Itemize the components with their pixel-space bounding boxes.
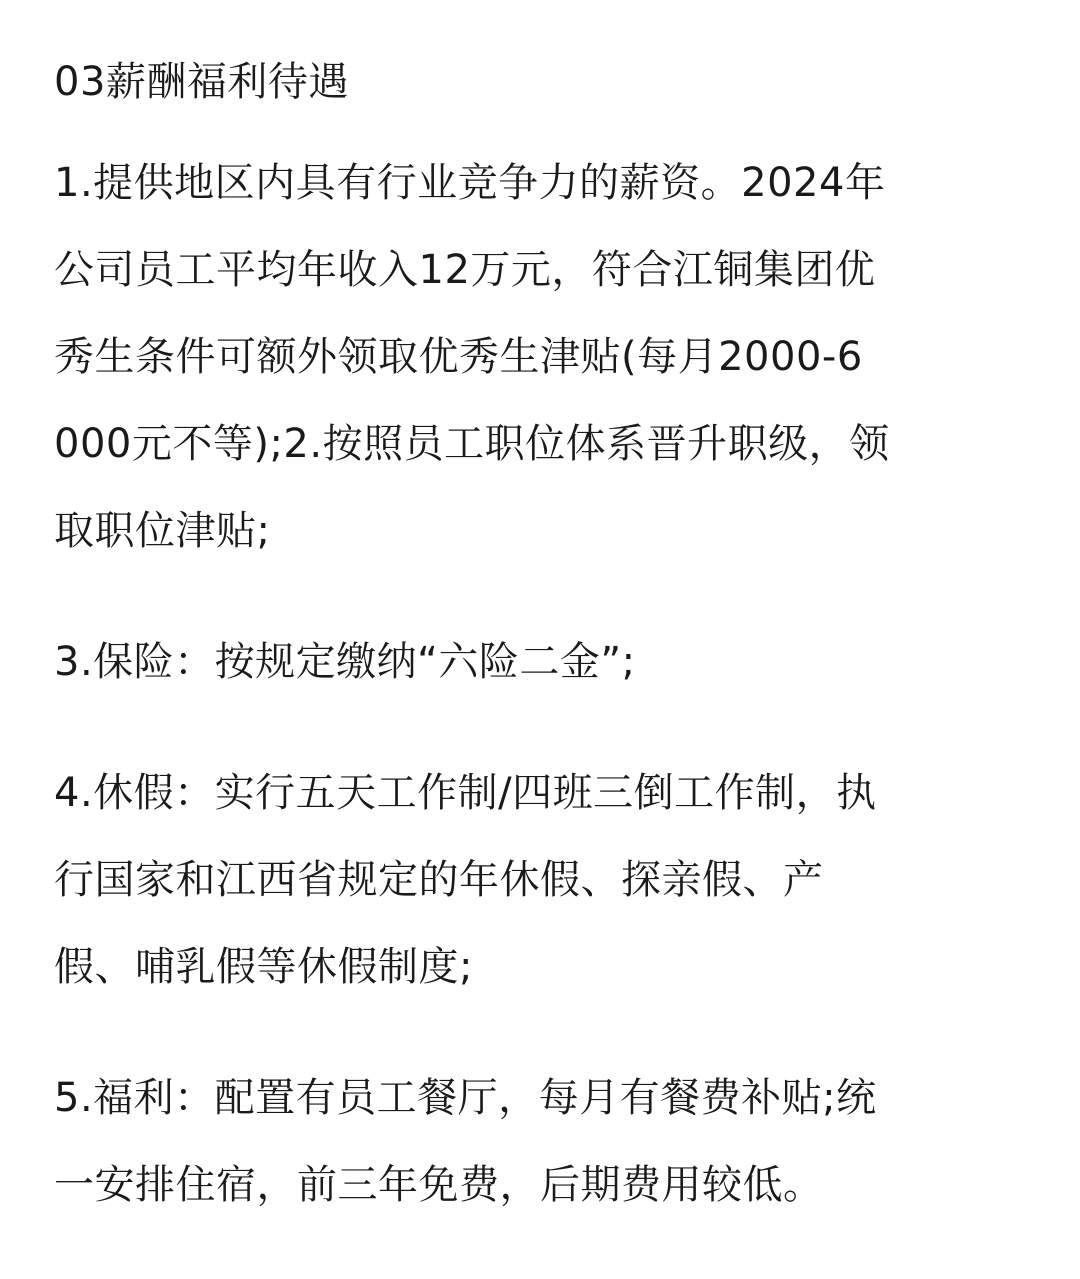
paragraph-benefits — [54, 1055, 1034, 1229]
paragraph-line: 1.提供地区内具有行业竞争力的薪资。2024年 — [54, 160, 886, 206]
paragraph-line: 公司员工平均年收入12万元，符合江铜集团优 — [54, 247, 876, 293]
paragraph-line: 取职位津贴; — [54, 508, 271, 554]
paragraph-line: 一安排住宿，前三年免费，后期费用较低。 — [54, 1162, 824, 1208]
paragraph-line: 5.福利：配置有员工餐厅，每月有餐费补贴;统 — [54, 1075, 877, 1121]
paragraph-insurance — [54, 619, 1034, 706]
paragraph-line: 假、哺乳假等休假制度; — [54, 944, 473, 990]
section-heading: 03薪酬福利待遇 — [54, 59, 349, 105]
paragraph-salary — [54, 140, 1034, 575]
paragraph-line: 秀生条件可额外领取优秀生津贴(每月2000-6 — [54, 334, 863, 380]
paragraph-line: 3.保险：按规定缴纳“六险二金”; — [54, 639, 636, 685]
paragraph-line: 000元不等);2.按照员工职位体系晋升职级，领 — [54, 421, 890, 467]
article — [54, 42, 1034, 1229]
paragraph-line: 行国家和江西省规定的年休假、探亲假、产 — [54, 857, 824, 903]
paragraph-line: 4.休假：实行五天工作制/四班三倒工作制，执 — [54, 770, 877, 816]
paragraph-vacation — [54, 750, 1034, 1011]
